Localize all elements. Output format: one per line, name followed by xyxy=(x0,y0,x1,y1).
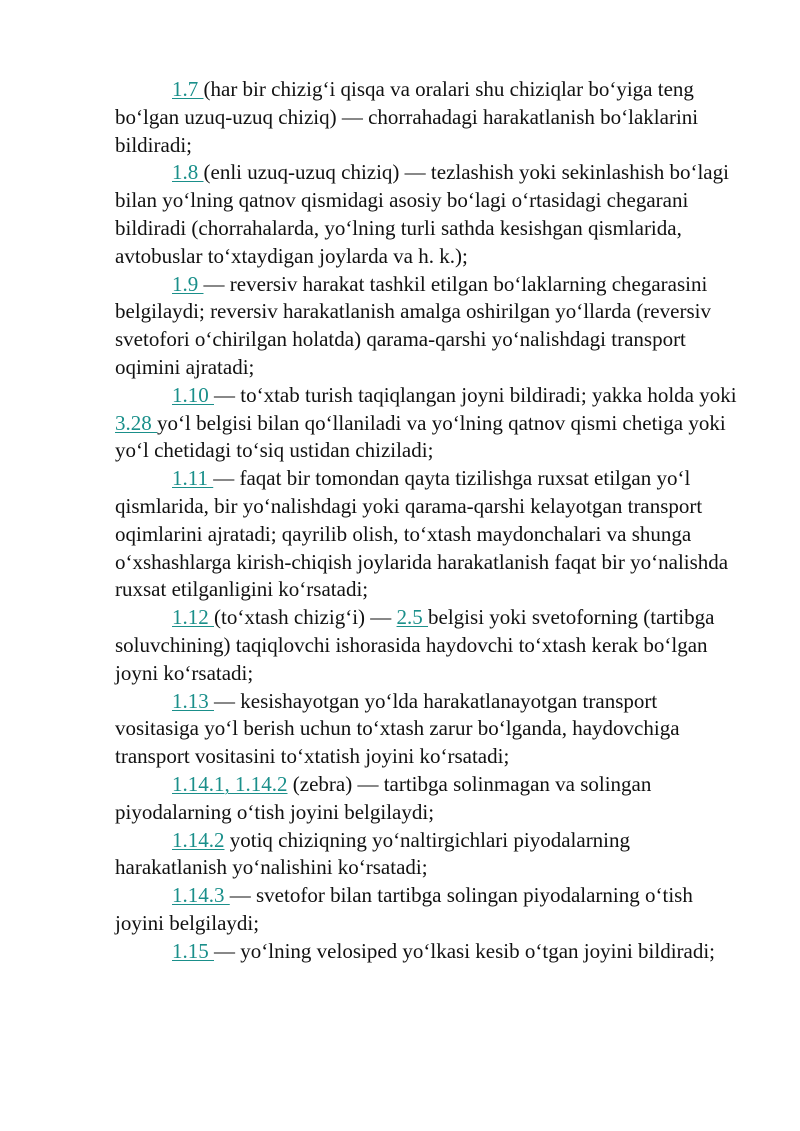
link-2-5[interactable]: 2.5 xyxy=(396,605,429,630)
paragraph-1-10 xyxy=(115,382,745,465)
link-1-14-2[interactable]: 1.14.2 xyxy=(172,827,225,852)
paragraph-text: yo‘l belgisi bilan qo‘llaniladi va yo‘lning qatnov qismi chetiga yoki yo‘l chetidagi to‘siq ustidan chiziladi; xyxy=(115,410,726,463)
paragraph-text: (zebra) — tartibga solinmagan va solingan piyodalarning o‘tish joyini belgilaydi; xyxy=(115,771,652,824)
paragraph-text: — kesishayotgan yo‘lda harakatlanayotgan transport vositasiga yo‘l berish uchun to‘xtash zarur bo‘lganda, haydovchiga transport vositasini to‘xtatish joyini ko‘rsatadi; xyxy=(115,688,680,769)
paragraph-text: — reversiv harakat tashkil etilgan bo‘laklarning chegarasini belgilaydi; reversiv harakatlanish amalga oshirilgan yo‘llarda (reversiv svetofori o‘chirilgan holatda) qarama-qarshi yo‘nalishdagi transport oqimini ajratadi; xyxy=(115,271,711,379)
paragraph-text: belgisi yoki svetoforning (tartibga soluvchining) taqiqlovchi ishorasida haydovchi to‘xtash kerak bo‘lgan joyni ko‘rsatadi; xyxy=(115,605,715,685)
link-1-11[interactable]: 1.11 xyxy=(172,466,214,491)
paragraph-1-14-3 xyxy=(115,882,745,938)
paragraph-1-15 xyxy=(115,938,745,966)
paragraph-1-14-2 xyxy=(115,827,745,883)
link-3-28[interactable]: 3.28 xyxy=(115,410,157,435)
paragraph-1-11 xyxy=(115,465,745,604)
paragraph-text: (to‘xtash chizig‘i) — xyxy=(214,605,397,630)
paragraph-text: — to‘xtab turish taqiqlangan joyni bildiradi; yakka holda yoki xyxy=(214,382,737,407)
link-1-10[interactable]: 1.10 xyxy=(172,382,214,407)
link-1-15[interactable]: 1.15 xyxy=(172,938,214,963)
link-1-7[interactable]: 1.7 xyxy=(172,77,204,101)
paragraph-1-14-1-1-14-2 xyxy=(115,771,745,827)
paragraph-text: — yo‘lning velosiped yo‘lkasi kesib o‘tgan joyini bildiradi; xyxy=(214,938,716,963)
paragraph-1-13 xyxy=(115,688,745,771)
link-1-14-3[interactable]: 1.14.3 xyxy=(172,883,230,908)
link-1-8[interactable]: 1.8 xyxy=(172,160,204,185)
paragraph-text: yotiq chiziqning yo‘naltirgichlari piyodalarning harakatlanish yo‘nalishini ko‘rsatadi; xyxy=(115,827,631,880)
paragraph-text: (enli uzuq-uzuq chiziq) — tezlashish yoki sekinlashish bo‘lagi bilan yo‘lning qatnov qismidagi asosiy bo‘lagi o‘rtasidagi chegarani bildiradi (chorrahalarda, yo‘lning turli sathda kesishgan qismlarida, avtobuslar to‘xtaydigan joylarda va h. k.); xyxy=(115,160,729,268)
link-1-9[interactable]: 1.9 xyxy=(172,271,204,296)
paragraph-1-7 xyxy=(115,76,745,159)
paragraph-text: — faqat bir tomondan qayta tizilishga ruxsat etilgan yo‘l qismlarida, bir yo‘nalishdagi yoki qarama-qarshi kelayotgan transport oqimlarini ajratadi; qayrilib olish, to‘xtash maydonchalari va shunga o‘xshashlarga kirish-chiqish joylarida harakatlanish faqat bir yo‘nalishda ruxsat etilganligini ko‘rsatadi; xyxy=(115,466,729,602)
paragraph-1-9 xyxy=(115,271,745,382)
paragraph-1-8 xyxy=(115,159,745,270)
paragraph-text: — svetofor bilan tartibga solingan piyodalarning o‘tish joyini belgilaydi; xyxy=(115,883,693,935)
paragraph-text: (har bir chizig‘i qisqa va oralari shu chiziqlar bo‘yiga teng bo‘lgan uzuq-uzuq chiziq) — chorrahadagi harakatlanish bo‘laklarini bildiradi; xyxy=(115,77,699,157)
link-1-14-1-1-14-2[interactable]: 1.14.1, 1.14.2 xyxy=(172,771,288,796)
document-body xyxy=(115,76,745,966)
link-1-13[interactable]: 1.13 xyxy=(172,688,214,713)
paragraph-1-12 xyxy=(115,604,745,687)
link-1-12[interactable]: 1.12 xyxy=(172,605,214,630)
